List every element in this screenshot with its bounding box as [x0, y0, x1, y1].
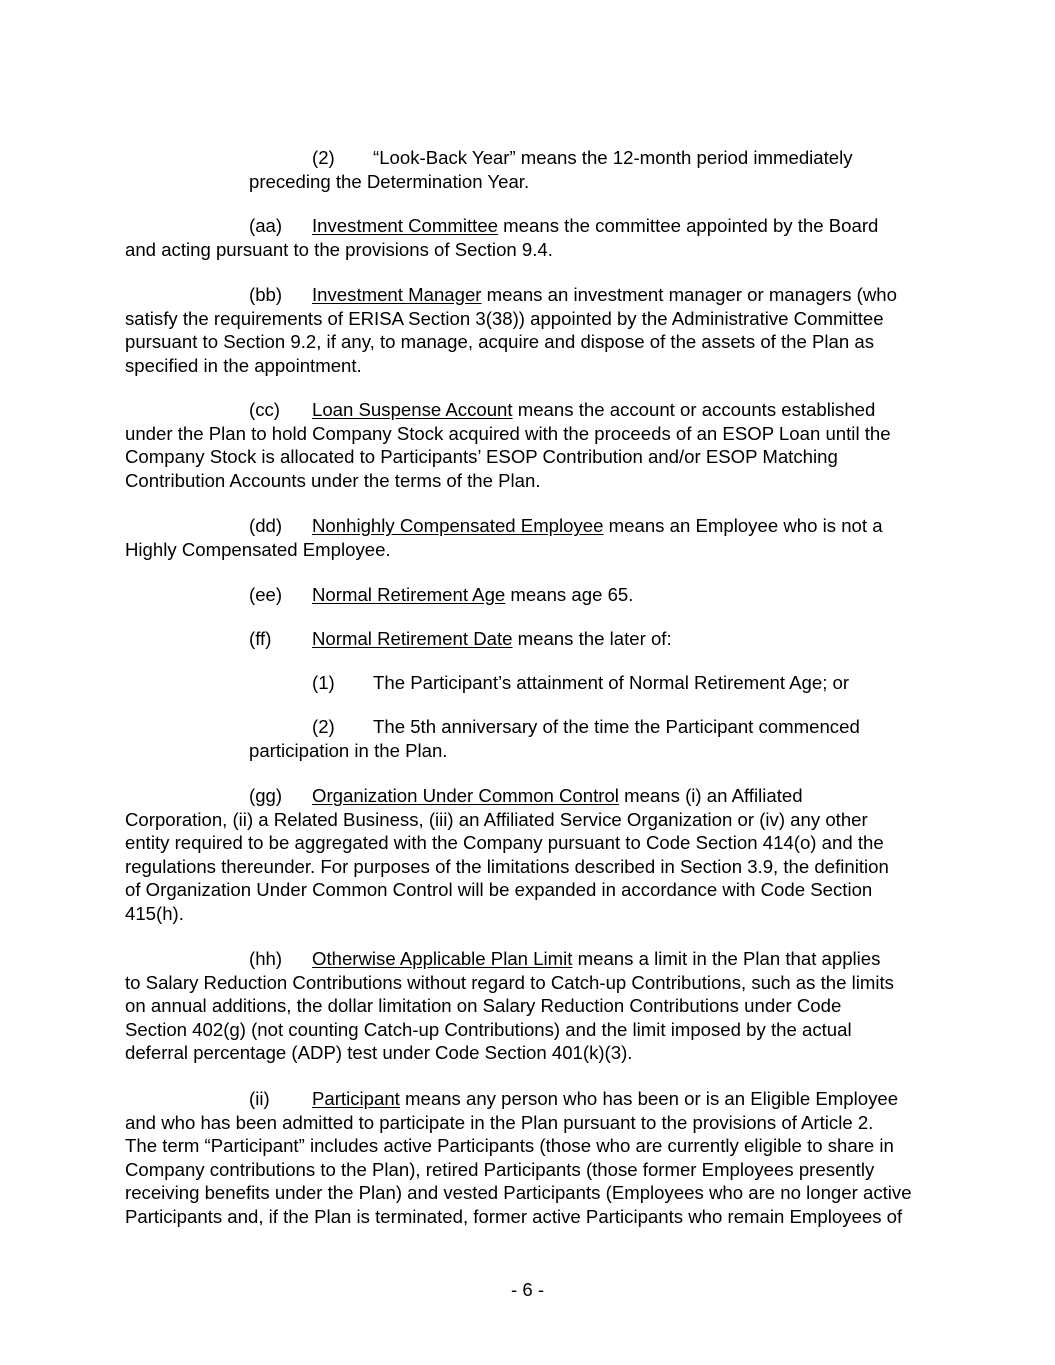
text-line: Contribution Accounts under the terms of the Plan.	[125, 469, 541, 491]
text-line: satisfy the requirements of ERISA Section 3(38)) appointed by the Administrative Committee	[125, 307, 884, 329]
subitem-1	[0, 671, 849, 695]
defined-term: Normal Retirement Age	[312, 584, 506, 605]
item-label: (gg)	[249, 785, 283, 806]
text-line: pursuant to Section 9.2, if any, to manage, acquire and dispose of the assets of the Plan as	[125, 331, 875, 352]
term: “Look-Back Year”	[373, 147, 516, 168]
item-label: (2)	[312, 147, 335, 168]
defined-term: Investment Committee	[312, 215, 499, 236]
text-line: The Participant’s attainment of Normal Retirement Age; or	[373, 672, 850, 693]
definition-otherwise-applicable-plan-limit	[125, 947, 894, 1065]
text-line: Participants and, if the Plan is terminated, former active Participants who remain Employees of	[125, 1205, 903, 1227]
text-line: means a limit in the Plan that applies	[572, 948, 881, 969]
text-line: specified in the appointment.	[125, 354, 362, 376]
text-line: entity required to be aggregated with the Company pursuant to Code Section 414(o) and the	[125, 832, 884, 853]
item-label: (2)	[312, 716, 335, 737]
text-line: The 5th anniversary of the time the Participant commenced	[373, 716, 860, 737]
definition-nonhighly-compensated-employee	[125, 514, 883, 561]
text-line: means the account or accounts established	[512, 399, 876, 420]
definition-participant	[125, 1087, 912, 1228]
text-line: and acting pursuant to the provisions of Section 9.4.	[125, 238, 553, 260]
item-label: (dd)	[249, 515, 283, 536]
text-line: participation in the Plan.	[249, 739, 448, 761]
text-line: 415(h).	[125, 902, 184, 924]
text-line: receiving benefits under the Plan) and vested Participants (Employees who are no longer active	[125, 1182, 912, 1203]
text-line: Corporation, (ii) a Related Business, (iii) an Affiliated Service Organization or (iv) any other	[125, 808, 868, 830]
item-label: (ff)	[249, 628, 272, 649]
item-label: (bb)	[249, 284, 283, 305]
text-line: means the committee appointed by the Board	[498, 215, 879, 236]
text-line: under the Plan to hold Company Stock acquired with the proceeds of an ESOP Loan until the	[125, 422, 891, 444]
text-line: Company Stock is allocated to Participants’ ESOP Contribution and/or ESOP Matching	[125, 446, 838, 467]
item-label: (ii)	[249, 1088, 270, 1109]
text-line: Highly Compensated Employee.	[125, 538, 391, 560]
text-line: means age 65.	[505, 584, 634, 605]
definition-investment-committee	[125, 214, 878, 261]
text-line: of Organization Under Common Control will be expanded in accordance with Code Section	[125, 879, 873, 900]
definition-normal-retirement-date	[125, 627, 672, 651]
text-line: means an investment manager or managers (who	[481, 284, 897, 305]
item-label: (hh)	[249, 948, 283, 969]
defined-term: Loan Suspense Account	[312, 399, 513, 420]
text-line: means an Employee who is not a	[603, 515, 883, 536]
text-line: The term “Participant” includes active Participants (those who are currently eligible to share in	[125, 1135, 894, 1156]
text-line: regulations thereunder. For purposes of the limitations described in Section 3.9, the definition	[125, 855, 889, 877]
text-line: means the 12-month period immediately	[515, 147, 853, 168]
item-label: (ee)	[249, 584, 283, 605]
page-number: - 6 -	[510, 1279, 545, 1300]
text-line: means any person who has been or is an Eligible Employee	[399, 1088, 899, 1109]
item-label: (1)	[312, 672, 335, 693]
text-line: on annual additions, the dollar limitation on Salary Reduction Contributions under Code	[125, 995, 842, 1016]
defined-term: Investment Manager	[312, 284, 482, 305]
defined-term: Nonhighly Compensated Employee	[312, 515, 604, 536]
subitem-2	[0, 715, 860, 762]
definition-normal-retirement-age	[125, 583, 633, 607]
item-label: (cc)	[249, 399, 280, 420]
text-line: to Salary Reduction Contributions without regard to Catch-up Contributions, such as the limits	[125, 971, 894, 993]
text-line: deferral percentage (ADP) test under Code Section 401(k)(3).	[125, 1042, 633, 1063]
defined-term: Normal Retirement Date	[312, 628, 513, 649]
definition-look-back-year	[0, 146, 853, 193]
text-line: means (i) an Affiliated	[618, 785, 803, 806]
item-label: (aa)	[249, 215, 283, 236]
text-line: Company contributions to the Plan), retired Participants (those former Employees presently	[125, 1158, 875, 1180]
defined-term: Otherwise Applicable Plan Limit	[312, 948, 573, 969]
definition-investment-manager	[125, 283, 897, 377]
text-line: means the later of:	[512, 628, 672, 649]
text-line: Section 402(g) (not counting Catch-up Contributions) and the limit imposed by the actual	[125, 1018, 852, 1040]
text-line: preceding the Determination Year.	[249, 170, 530, 192]
defined-term: Participant	[312, 1088, 400, 1109]
definition-organization-under-common-control	[125, 784, 889, 925]
defined-term: Organization Under Common Control	[312, 785, 619, 806]
definition-loan-suspense-account	[125, 398, 891, 492]
text-line: and who has been admitted to participate in the Plan pursuant to the provisions of Article 2.	[125, 1111, 874, 1133]
